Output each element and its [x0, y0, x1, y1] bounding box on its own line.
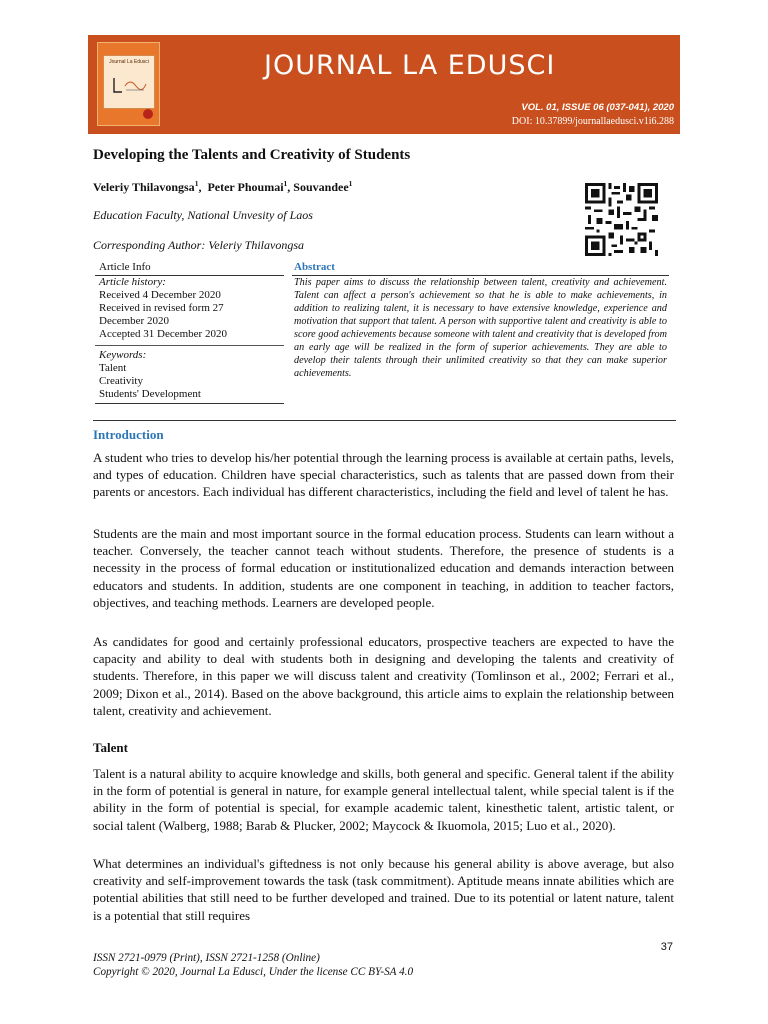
- history-line: Received 4 December 2020: [99, 289, 221, 301]
- keyword: Talent: [99, 362, 127, 374]
- article-info-heading: Article Info: [95, 260, 284, 276]
- introduction-heading: Introduction: [93, 427, 164, 442]
- author-affiliation: Education Faculty, National Unvesity of Laos: [93, 208, 313, 222]
- keyword: Creativity: [99, 375, 143, 387]
- cover-title: Journal La Edusci: [109, 59, 149, 65]
- abstract-text: This paper aims to discuss the relationship between talent, creativity and achievement. Talent can affect a person's achievement so that he is able to make achievements, in addition to realizing talent, it is necessary to have extensive knowledge, experience and motivation that support that talent. A person with supportive talent and creativity is able to score good achievements because someone with talent and creativity that is developed from an early age will be realized in the form of superior achievements. They are able to develop their talents through their unlimited creativity so that they can make superior achievements.: [294, 277, 667, 379]
- author-affiliation-mark: 1: [348, 179, 353, 188]
- talent-heading: Talent: [93, 740, 128, 755]
- author-separator: ,: [287, 180, 294, 194]
- author-affiliation-mark: 1: [194, 179, 199, 188]
- history-label: Article history:: [99, 276, 166, 288]
- qr-code[interactable]: [582, 183, 661, 256]
- doi-link[interactable]: DOI: 10.37899/journallaedusci.v1i6.288: [511, 116, 674, 127]
- article-info-panel: [95, 260, 284, 404]
- issn-line: ISSN 2721-0979 (Print), ISSN 2721-1258 (Online): [93, 952, 320, 964]
- body-paragraph: A student who tries to develop his/her potential through the learning process is available at certain paths, levels, and types of education. Children have special characteristics, such as talents that are passed down from their parents or ancestors. Each individual has different characteristics, including the field and level of talent he has.: [93, 450, 674, 500]
- cover-badge: [143, 109, 153, 119]
- author-separator: ,: [198, 180, 208, 194]
- volume-line: VOL. 01, ISSUE 06 (037-041), 2020: [521, 102, 674, 113]
- page-number: 37: [660, 941, 673, 953]
- cover-illustration: [112, 74, 148, 96]
- history-line: Received in revised form 27: [99, 302, 224, 314]
- copyright-line: Copyright © 2020, Journal La Edusci, Under the license CC BY-SA 4.0: [93, 966, 414, 978]
- author-name: Souvandee: [293, 180, 349, 194]
- keyword: Students' Development: [99, 388, 201, 400]
- keywords-block: [95, 345, 284, 404]
- page-footer: [93, 951, 413, 979]
- article-title: Developing the Talents and Creativity of Students: [93, 147, 411, 163]
- body-paragraph: Talent is a natural ability to acquire knowledge and skills, both general and specific. General talent if the ability in the form of potential is general in nature, for example general intellectual talent, while special talent is if the ability in the form of potential is special, for example academic talent, kinesthetic talent, artistic talent, or social talent (Walberg, 1988; Barab & Plucker, 2002; Maycock & Ikuomola, 2015; Luo et al., 2020).: [93, 766, 674, 833]
- author-list: [93, 179, 352, 195]
- article-history: [95, 276, 284, 341]
- author-name: Peter Phoumai: [207, 180, 284, 194]
- body-paragraph: What determines an individual's giftedness is not only because his general ability is above average, but also creativity and self-improvement towards the task (task commitment). Aptitude means innate abilities which are potential abilities that still need to be further developed and trained. Due to its potential or latent nature, talent is a potential that still requires: [93, 856, 674, 923]
- author-affiliation-mark: 1: [283, 179, 288, 188]
- history-line: Accepted 31 December 2020: [99, 328, 227, 340]
- journal-name: JOURNAL LA EDUSCI: [264, 50, 556, 81]
- history-line: December 2020: [99, 315, 169, 327]
- abstract-panel: [292, 260, 669, 380]
- body-paragraph: Students are the main and most important source in the formal education process. Students can learn without a teacher. Conversely, the teacher cannot teach without students. Therefore, the presence of students is a necessity in the process of formal education or institutionalized education and demands interaction between educators and students. In addition, students are one component in teaching, in addition to teacher factors, objectives, and teaching methods. Learners are developed people.: [93, 526, 674, 610]
- journal-banner: [88, 35, 680, 134]
- section-divider: [93, 420, 676, 421]
- cover-artwork: [103, 55, 155, 109]
- journal-cover-thumbnail: [97, 42, 160, 126]
- body-paragraph: As candidates for good and certainly professional educators, prospective teachers are expected to have the capacity and ability to deal with students both in designing and developing the talents and creativity of students. Therefore, in this paper we will discuss talent and creativity (Tomlinson et al., 2002; Ferrari et al., 2009; Dixon et al., 2014). Based on the above background, this article aims to explain the relationship between talent, creativity and achievement.: [93, 634, 674, 718]
- author-name: Veleriy Thilavongsa: [93, 180, 195, 194]
- corresponding-author: Corresponding Author: Veleriy Thilavongsa: [93, 238, 304, 252]
- abstract-heading: Abstract: [292, 260, 669, 276]
- keywords-label: Keywords:: [99, 349, 147, 361]
